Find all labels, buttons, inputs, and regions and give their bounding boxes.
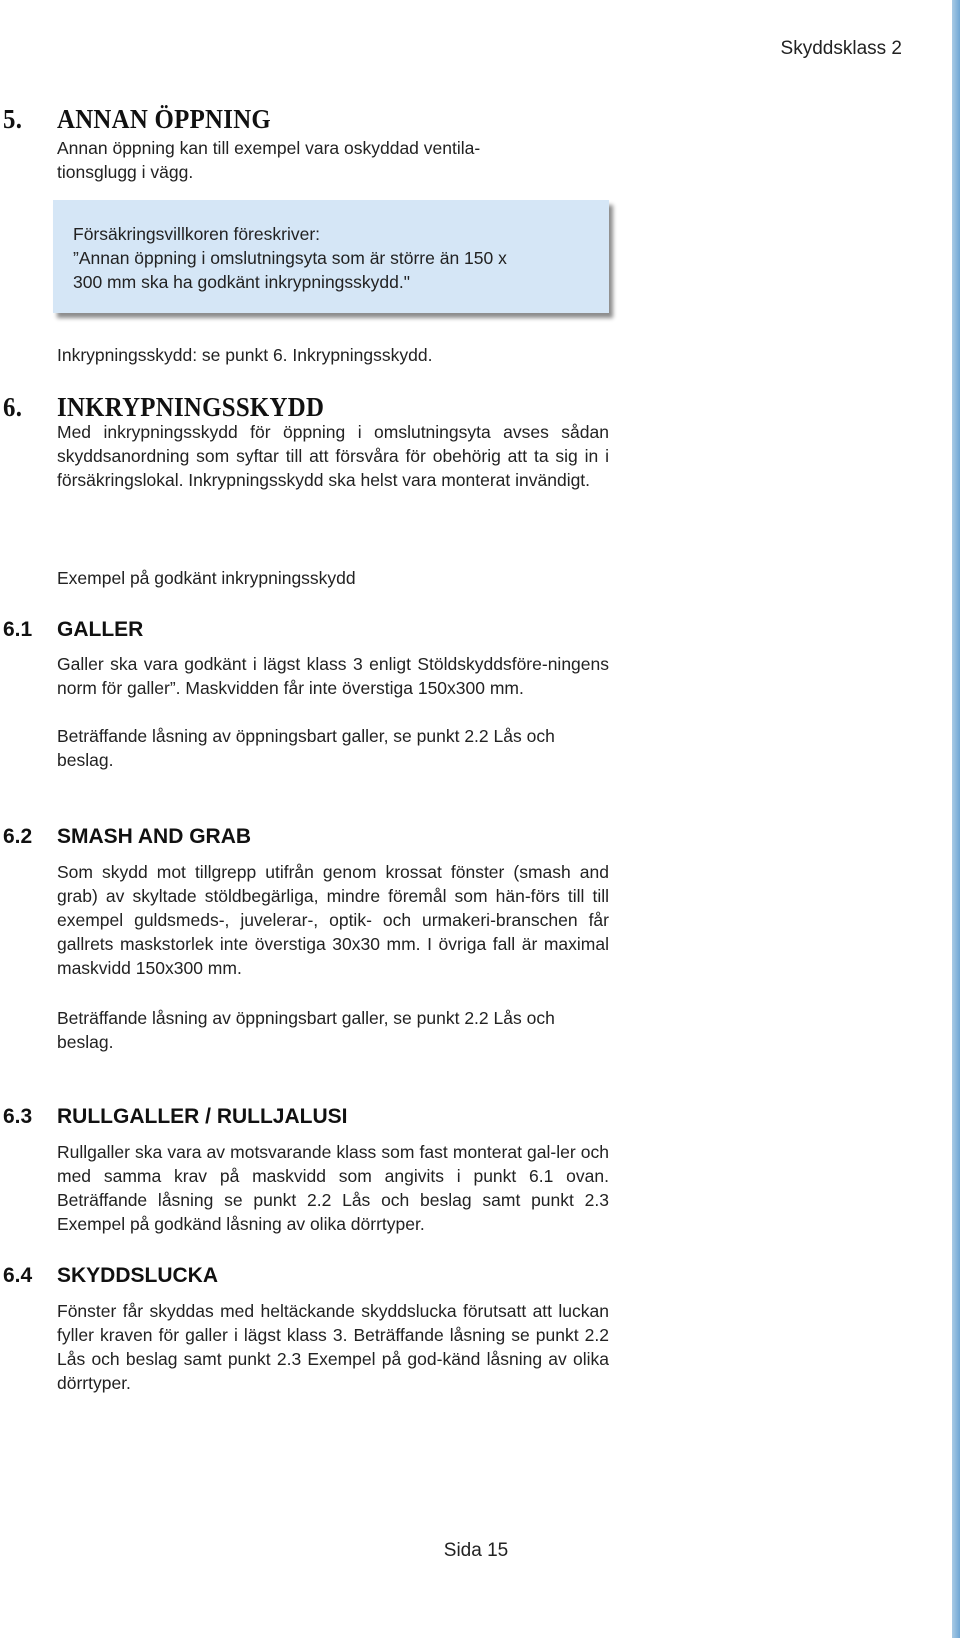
page-number: Sida 15 bbox=[443, 1540, 509, 1561]
insurance-callout-box bbox=[53, 200, 609, 313]
section-6-4-title: SKYDDSLUCKA bbox=[57, 1264, 219, 1287]
running-header: Skyddsklass 2 bbox=[780, 38, 902, 59]
section-6-title: INKRYPNINGSSKYDD bbox=[57, 392, 325, 422]
section-6-1-body-1: Galler ska vara godkänt i lägst klass 3 enligt Stöldskyddsföre-ningens norm för galler”. Maskvidden får inte överstiga 150x300 mm. bbox=[57, 654, 609, 698]
section-6-4-body: Fönster får skyddas med heltäckande skyddslucka förutsatt att luckan fyller kraven för galler i lägst klass 3. Beträffande låsning se punkt 2.2 Lås och beslag samt punkt 2.3 Exempel på god-känd låsning av olika dörrtyper. bbox=[57, 1301, 609, 1393]
section-6-3-title: RULLGALLER / RULLJALUSI bbox=[57, 1105, 348, 1128]
section-5-reference: Inkrypningsskydd: se punkt 6. Inkrypningsskydd. bbox=[57, 345, 433, 365]
section-6-3-number: 6.3 bbox=[3, 1105, 33, 1128]
section-5-intro: Annan öppning kan till exempel vara oskyddad ventila-tionsglugg i vägg. bbox=[57, 138, 481, 182]
section-6-2-body-1: Som skydd mot tillgrepp utifrån genom krossat fönster (smash and grab) av skyltade stöldbegärliga, mindre föremål som hän-förs till till exempel guldsmeds-, juvelerar-, optik- och urmakeri-branschen får gallrets maskstorlek inte överstiga 30x30 mm. I övriga fall är maximal maskvidd 150x300 mm. bbox=[57, 862, 609, 978]
section-6-1-body-2: Beträffande låsning av öppningsbart galler, se punkt 2.2 Lås och beslag. bbox=[57, 726, 555, 770]
callout-line-1: Försäkringsvillkoren föreskriver: bbox=[73, 224, 321, 244]
section-6-2-number: 6.2 bbox=[3, 825, 33, 848]
section-6-2-body-2: Beträffande låsning av öppningsbart galler, se punkt 2.2 Lås och beslag. bbox=[57, 1008, 555, 1052]
section-5-title: ANNAN ÖPPNING bbox=[57, 104, 272, 134]
callout-line-2: ”Annan öppning i omslutningsyta som är större än 150 x bbox=[73, 248, 507, 268]
section-6-3-body: Rullgaller ska vara av motsvarande klass som fast monterat gal-ler och med samma krav på maskvidd som angivits i punkt 6.1 ovan. Beträffande låsning se punkt 2.2 Lås och beslag samt punkt 2.3 Exempel på godkänd låsning av olika dörrtyper. bbox=[57, 1142, 609, 1234]
page-edge-bar bbox=[952, 0, 960, 1638]
callout-line-3: 300 mm ska ha godkänt inkrypningsskydd." bbox=[73, 272, 410, 292]
section-6-4-number: 6.4 bbox=[3, 1264, 33, 1287]
section-6-1-number: 6.1 bbox=[3, 618, 33, 641]
section-5-number: 5. bbox=[3, 104, 23, 134]
section-6-2-title: SMASH AND GRAB bbox=[57, 825, 252, 848]
section-6-examples-heading: Exempel på godkänt inkrypningsskydd bbox=[57, 568, 356, 588]
section-6-number: 6. bbox=[3, 392, 23, 422]
section-6-1-title: GALLER bbox=[57, 618, 144, 641]
section-6-body: Med inkrypningsskydd för öppning i omslutningsyta avses sådan skyddsanordning som syftar till att försvåra för obehörig att ta sig in i försäkringslokal. Inkrypningsskydd ska helst vara monterat invändigt. bbox=[57, 422, 609, 490]
